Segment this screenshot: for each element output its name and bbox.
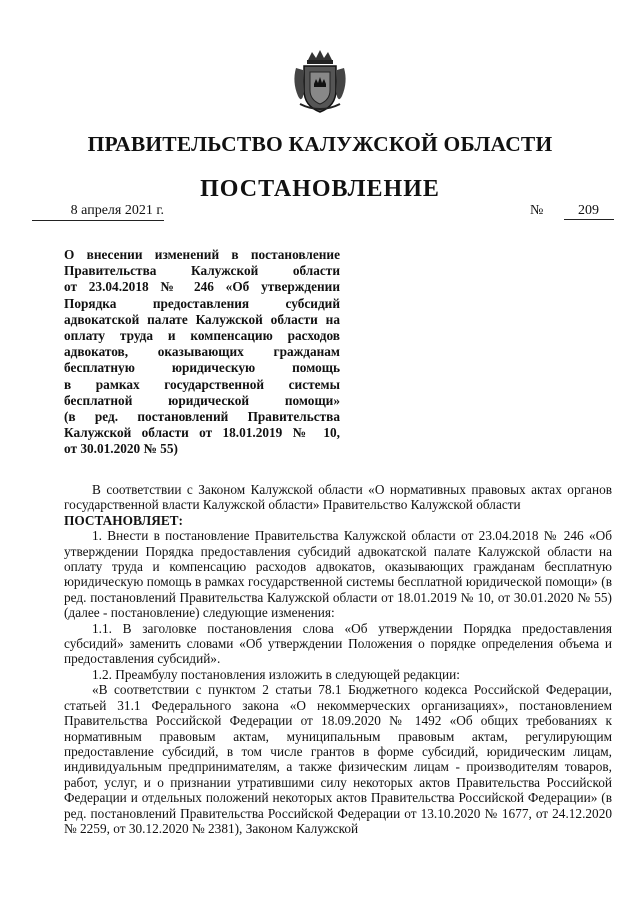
quoted-preamble: «В соответствии с пунктом 2 статьи 78.1 Бюджетного кодекса Российской Федерации, статьей 31.1 Федерального закона «О некоммерческих организациях», постановлением Правительства Российской Федерации от 18.09.2020 № 1492 «Об общих требованиях к нормативным правовым актам, муниципальным правовым актам, регулирующим предоставление субсидий, в том числе грантов в форме субсидий, юридическим лицам, индивидуальным предпринимателям, а также физическим лицам - производителям товаров, работ, услуг, и о признании утратившими силу некоторых актов Правительства Российской Федерации и отдельных положений некоторых актов Правительства Российской Федерации» (в ред. постановлений Правительства Российской Федерации от 13.10.2020 № 1677, от 24.12.2020 № 2259, от 30.12.2020 № 2381), Законом Калужской [64, 682, 612, 836]
document-body [64, 482, 612, 836]
subject-line: от 23.04.2018 № 246 «Об утверждении [64, 279, 340, 295]
document-number: 209 [564, 203, 614, 220]
subject-line: бесплатную юридическую помощь [64, 360, 340, 376]
government-title: ПРАВИТЕЛЬСТВО КАЛУЖСКОЙ ОБЛАСТИ [87, 132, 553, 156]
subject-line: Порядка предоставления субсидий [64, 295, 340, 311]
subject-line: (в ред. постановлений Правительства [64, 409, 340, 425]
number-sign: № [530, 203, 544, 218]
document-number-block [530, 203, 614, 220]
paragraph-1: 1. Внести в постановление Правительства Калужской области от 23.04.2018 № 246 «Об утверждении Порядка предоставления субсидий адвокатской палате Калужской области на оплату труда и компенсацию расходов адвокатов, оказывающих гражданам бесплатную юридическую помощь в рамках государственной системы бесплатной юридической помощи» (в ред. постановлений Правительства Калужской области от 18.01.2019 № 10, от 30.01.2020 № 55) (далее - постановление) следующие изменения: [64, 528, 612, 621]
subject-line: оплату труда и компенсацию расходов [64, 328, 340, 344]
subject-line: в рамках государственной системы [64, 376, 340, 392]
subject-line: Калужской области от 18.01.2019 № 10, [64, 425, 340, 441]
document-subject [64, 247, 340, 458]
subject-line: адвокатов, оказывающих гражданам [64, 344, 340, 360]
subject-line: бесплатной юридической помощи» [64, 392, 340, 408]
subject-line: Правительства Калужской области [64, 263, 340, 279]
document-type-title: ПОСТАНОВЛЕНИЕ [200, 176, 440, 202]
preamble-paragraph: В соответствии с Законом Калужской области «О нормативных правовых актах органов государственной власти Калужской области» Правительство Калужской области [64, 482, 612, 513]
resolves-heading: ПОСТАНОВЛЯЕТ: [64, 512, 183, 528]
subject-line: от 30.01.2020 № 55) [64, 441, 178, 457]
paragraph-1-1: 1.1. В заголовке постановления слова «Об утверждении Порядка предоставления субсидий» заменить словами «Об утверждении Положения о порядке определения объема и предоставления субсидий». [64, 620, 612, 667]
subject-line: О внесении изменений в постановление [64, 247, 340, 262]
paragraph-1-2: 1.2. Преамбулу постановления изложить в следующей редакции: [92, 666, 460, 682]
kaluga-coat-of-arms-icon [288, 48, 352, 116]
subject-line: адвокатской палате Калужской области на [64, 311, 340, 327]
document-date: 8 апреля 2021 г. [32, 203, 164, 221]
